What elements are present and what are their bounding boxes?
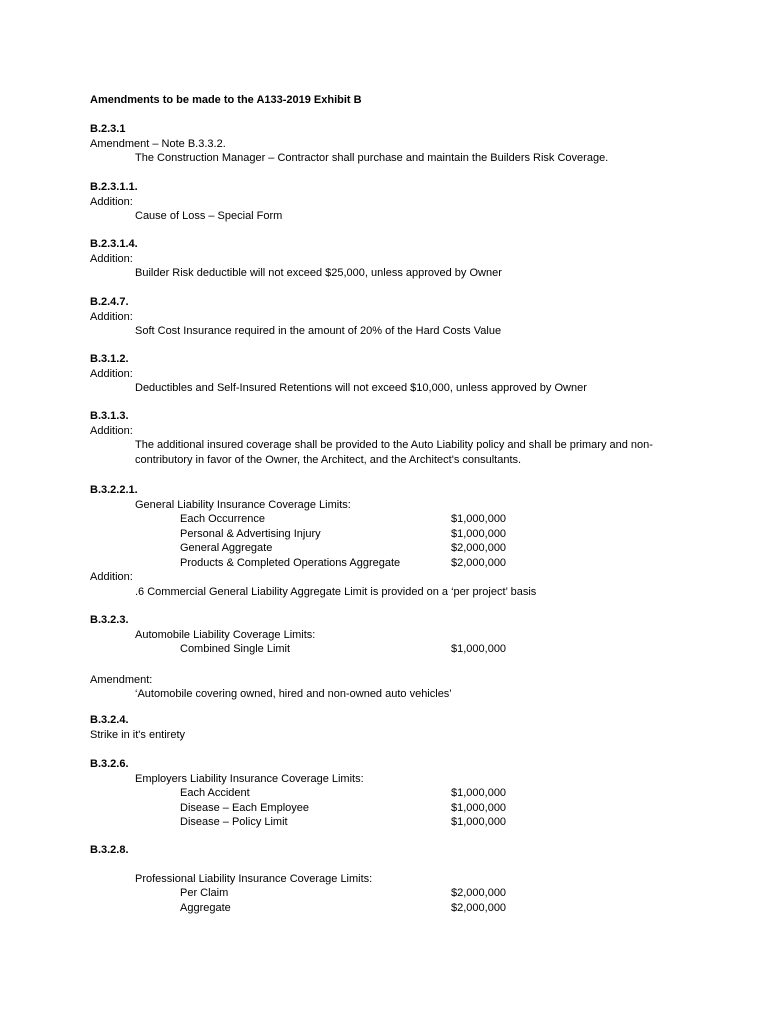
section-b-2-3-1 <box>90 122 710 166</box>
coverage-row <box>90 556 710 571</box>
section-label: Amendment: <box>90 673 153 686</box>
section-text: ‘Automobile covering owned, hired and non-owned auto vehicles’ <box>135 688 452 700</box>
section-heading: B.3.2.4. <box>90 714 129 726</box>
coverage-amount: $1,000,000 <box>451 816 507 828</box>
section-text: Cause of Loss – Special Form <box>135 210 283 222</box>
coverage-amount: $1,000,000 <box>451 801 507 814</box>
coverage-intro: General Liability Insurance Coverage Limits: <box>135 498 351 511</box>
coverage-amount: $1,000,000 <box>451 787 507 799</box>
section-b-3-2-2-1 <box>90 483 710 599</box>
coverage-row <box>90 541 710 556</box>
section-label: Addition: <box>90 195 133 208</box>
section-label: Addition: <box>90 252 133 265</box>
section-heading: B.2.3.1 <box>90 123 126 135</box>
section-label: Addition: <box>90 367 133 380</box>
section-heading: B.2.3.1.4. <box>90 238 138 250</box>
section-b-2-3-1-4 <box>90 237 710 281</box>
coverage-row <box>90 886 710 901</box>
section-heading: B.2.4.7. <box>90 296 129 308</box>
section-b-2-4-7 <box>90 295 710 339</box>
section-heading: B.3.2.8. <box>90 844 129 856</box>
coverage-label: Combined Single Limit <box>180 643 291 655</box>
section-text: The additional insured coverage shall be provided to the Auto Liability policy and shall be primary and non-contributory in favor of the Owner, the Architect, and the Architect's consultants. <box>135 439 653 466</box>
section-b-3-2-4 <box>90 713 710 742</box>
coverage-label: General Aggregate <box>180 542 273 554</box>
section-b-3-1-3 <box>90 409 710 467</box>
section-label: Addition: <box>90 424 133 437</box>
coverage-row <box>90 901 710 916</box>
document-title: Amendments to be made to the A133-2019 Exhibit B <box>90 94 362 106</box>
coverage-row <box>90 786 710 801</box>
section-heading: B.2.3.1.1. <box>90 181 138 193</box>
section-label: Amendment – Note B.3.3.2. <box>90 137 226 150</box>
coverage-intro: Employers Liability Insurance Coverage Limits: <box>135 772 364 785</box>
section-heading: B.3.1.3. <box>90 410 129 422</box>
coverage-row <box>90 642 710 657</box>
section-label: Addition: <box>90 571 133 583</box>
coverage-amount: $1,000,000 <box>451 513 507 525</box>
section-text: The Construction Manager – Contractor shall purchase and maintain the Builders Risk Coverage. <box>135 152 609 164</box>
coverage-label: Products & Completed Operations Aggregate <box>180 556 401 569</box>
coverage-amount: $2,000,000 <box>451 901 507 914</box>
coverage-row <box>90 801 710 816</box>
section-text: Builder Risk deductible will not exceed $25,000, unless approved by Owner <box>135 267 502 279</box>
coverage-label: Disease – Each Employee <box>180 801 310 814</box>
section-heading: B.3.2.2.1. <box>90 484 138 496</box>
coverage-label: Disease – Policy Limit <box>180 816 288 828</box>
section-b-3-2-3 <box>90 613 710 702</box>
section-b-3-1-2 <box>90 352 710 396</box>
coverage-amount: $2,000,000 <box>451 556 507 569</box>
coverage-label: Aggregate <box>180 901 231 914</box>
section-heading: B.3.2.6. <box>90 758 129 770</box>
coverage-row <box>90 512 710 527</box>
coverage-amount: $1,000,000 <box>451 527 507 540</box>
section-text: .6 Commercial General Liability Aggregate Limit is provided on a ‘per project’ basis <box>135 585 537 598</box>
section-label: Addition: <box>90 310 133 323</box>
section-text: Strike in it's entirety <box>90 728 186 741</box>
coverage-amount: $2,000,000 <box>451 542 507 554</box>
section-b-3-2-6 <box>90 757 710 830</box>
section-heading: B.3.1.2. <box>90 353 129 365</box>
coverage-row <box>90 527 710 542</box>
coverage-row <box>90 815 710 830</box>
section-text: Soft Cost Insurance required in the amount of 20% of the Hard Costs Value <box>135 325 502 337</box>
section-text: Deductibles and Self-Insured Retentions will not exceed $10,000, unless approved by Owner <box>135 382 587 394</box>
coverage-amount: $2,000,000 <box>451 887 507 899</box>
coverage-amount: $1,000,000 <box>451 643 507 655</box>
section-b-2-3-1-1 <box>90 180 710 224</box>
coverage-label: Each Accident <box>180 787 250 799</box>
coverage-label: Each Occurrence <box>180 513 265 525</box>
section-heading: B.3.2.3. <box>90 614 129 626</box>
coverage-intro: Professional Liability Insurance Coverage Limits: <box>135 872 373 885</box>
coverage-intro: Automobile Liability Coverage Limits: <box>135 628 316 641</box>
section-b-3-2-8 <box>90 843 710 915</box>
coverage-label: Per Claim <box>180 887 229 899</box>
coverage-label: Personal & Advertising Injury <box>180 527 321 540</box>
